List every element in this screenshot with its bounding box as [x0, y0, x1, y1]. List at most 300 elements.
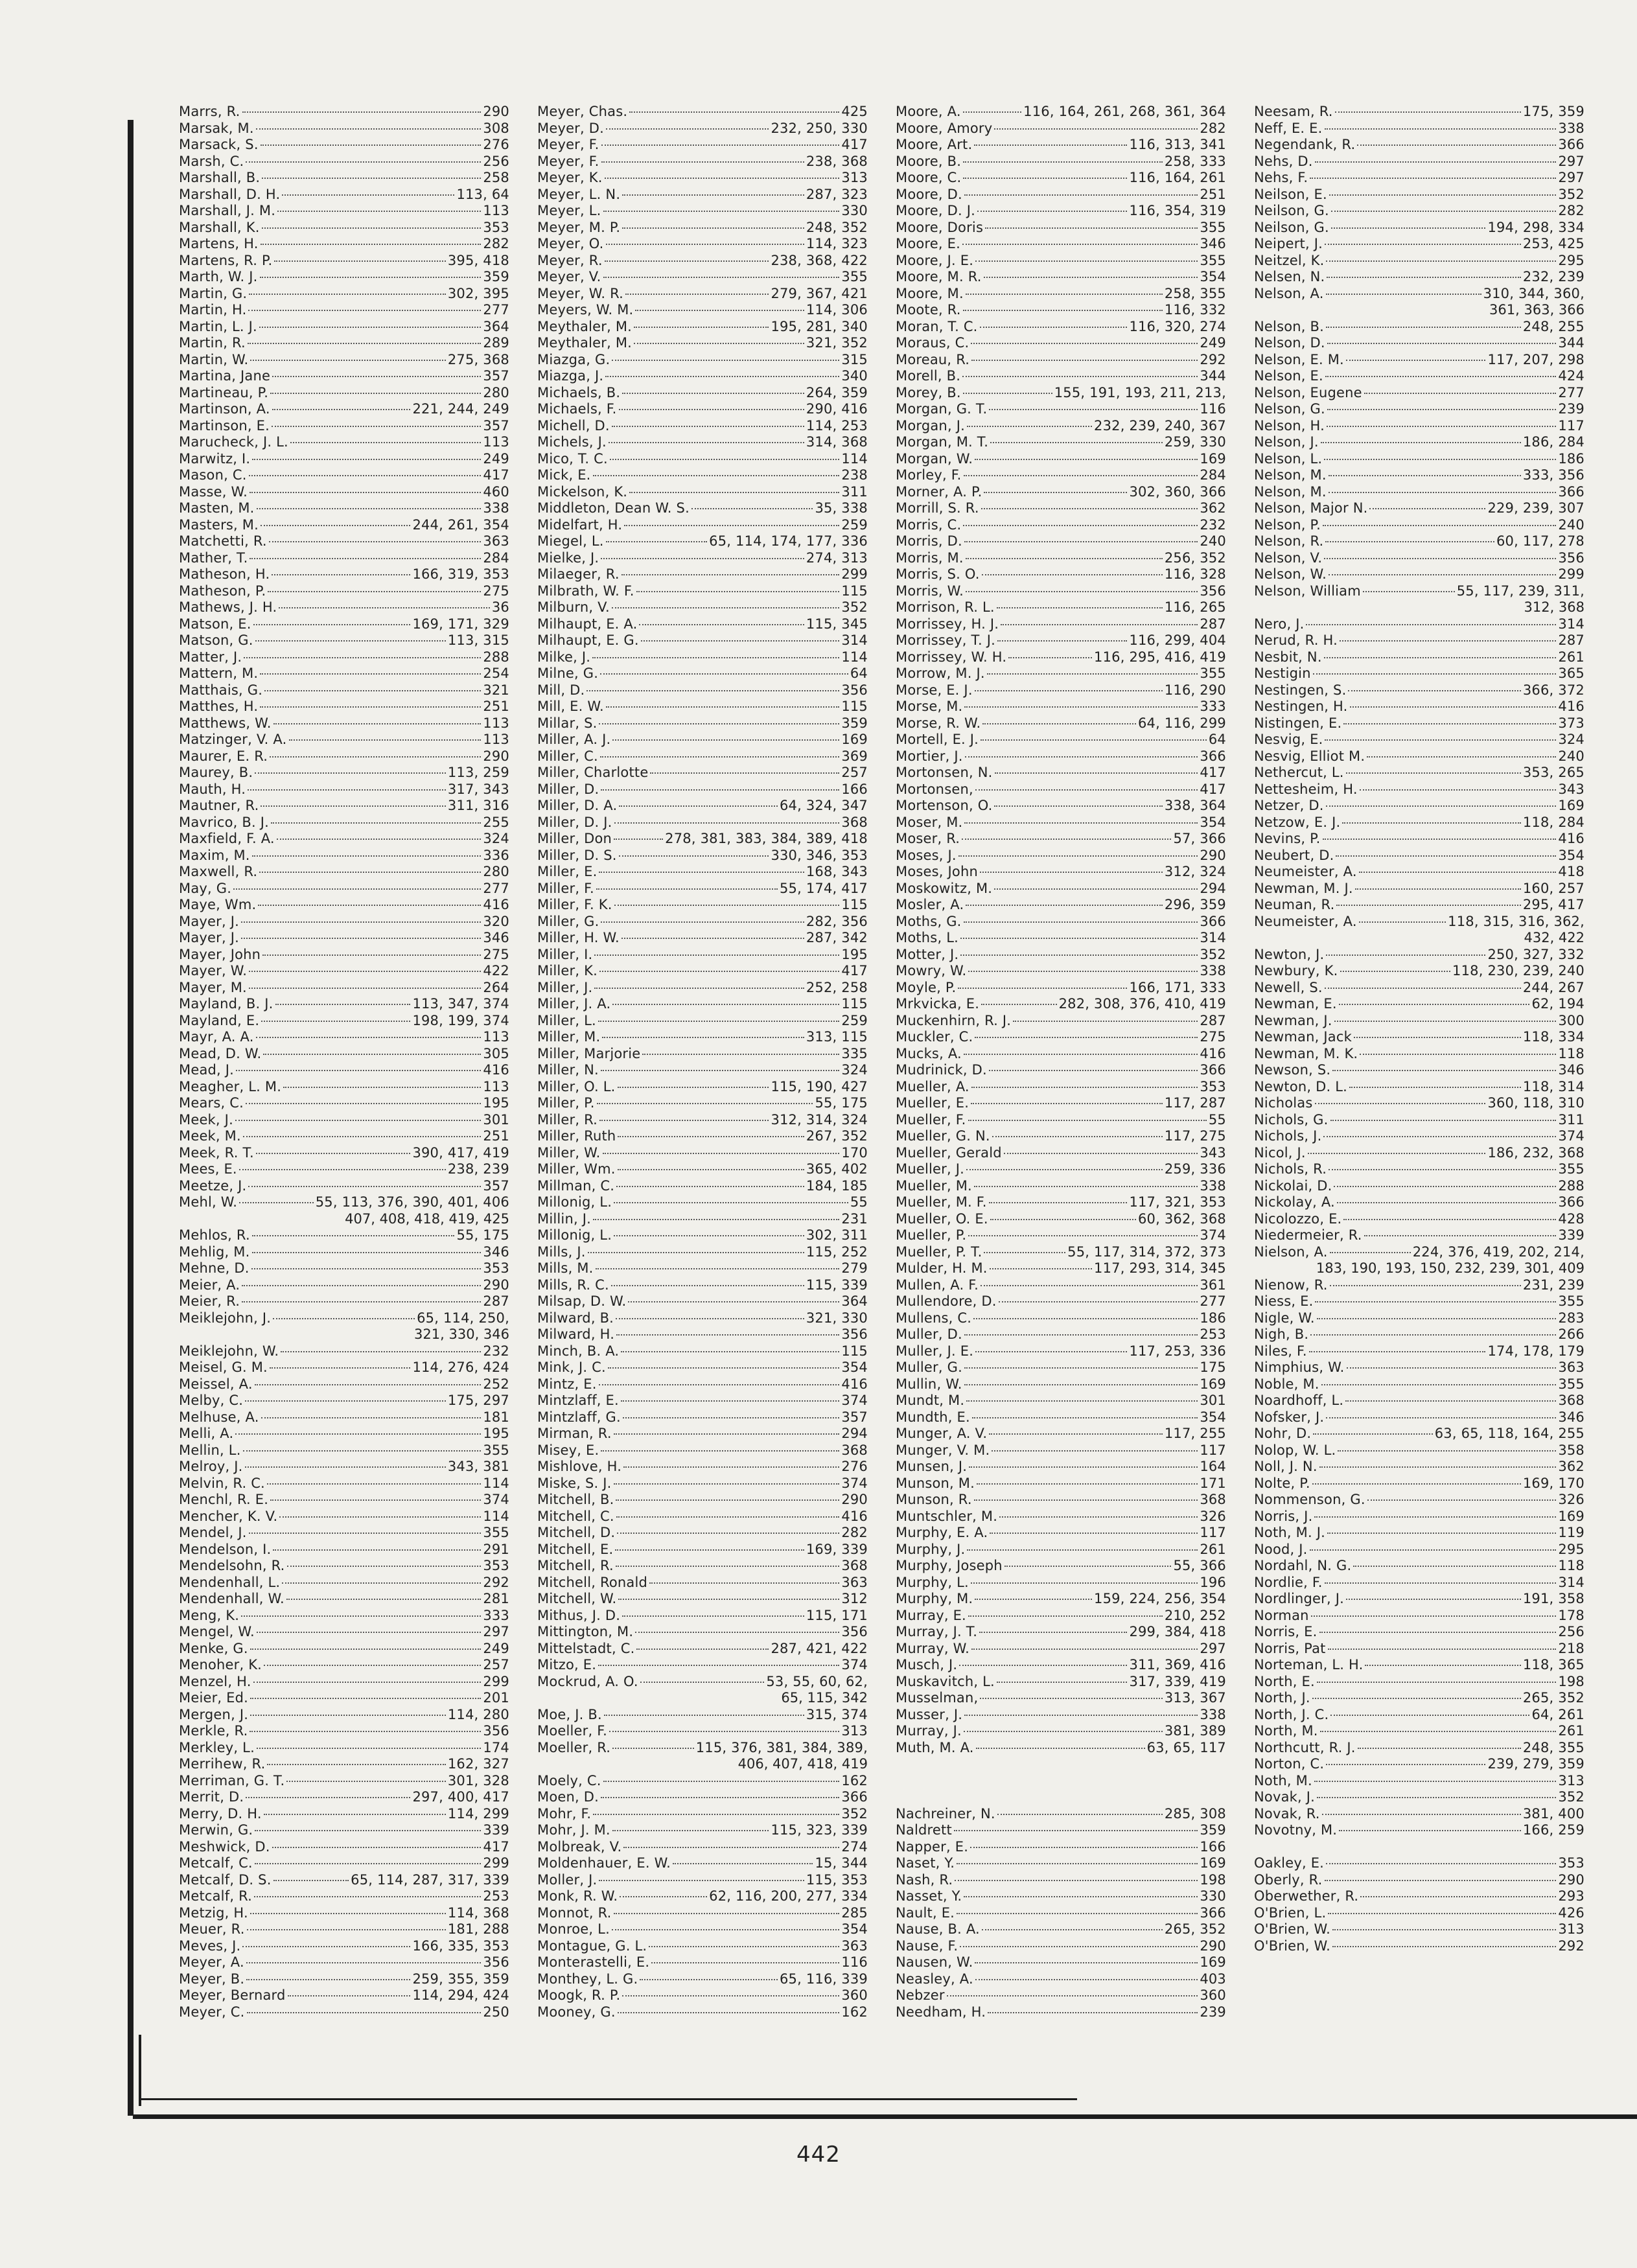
entry-pages: 287, 323: [806, 186, 868, 202]
entry-name: Neff, E. E.: [1254, 120, 1323, 136]
index-entry: [1254, 550, 1585, 567]
entry-pages: 169, 170: [1522, 1475, 1585, 1491]
entry-pages: 113: [483, 1029, 509, 1045]
entry-name: Mayer, J.: [179, 930, 239, 945]
index-entry: [179, 1459, 509, 1475]
dot-leader: [1317, 1682, 1556, 1683]
entry-pages: 114: [841, 450, 868, 467]
dot-leader: [262, 178, 481, 179]
entry-pages: 116, 332: [1164, 302, 1226, 318]
dot-leader: [958, 988, 1127, 989]
entry-pages: 362: [1558, 1459, 1585, 1474]
entry-name: Morse, R. W.: [896, 715, 981, 731]
entry-name: Nimphius, W.: [1254, 1360, 1345, 1375]
entry-name: Muller, D.: [896, 1326, 962, 1342]
dot-leader: [609, 1731, 839, 1732]
dot-leader: [1339, 1004, 1530, 1005]
dot-leader: [1310, 178, 1556, 179]
index-entry: [179, 1806, 509, 1823]
index-entry: [896, 1029, 1226, 1046]
entry-name: Murphy, M.: [896, 1591, 973, 1606]
entry-name: Musselman,: [896, 1690, 979, 1706]
dot-leader: [263, 1054, 481, 1055]
entry-pages: 232, 250, 330: [771, 120, 868, 136]
entry-name: Miller, F.: [537, 880, 594, 896]
dot-leader: [964, 1896, 1198, 1897]
entry-name: Nero, J.: [1254, 616, 1305, 632]
index-entry: [1254, 1095, 1585, 1112]
entry-name: Meisel, G. M.: [179, 1360, 268, 1375]
dot-leader: [611, 1285, 804, 1286]
dot-leader: [1324, 558, 1556, 559]
entry-pages: 162, 327: [447, 1756, 509, 1772]
index-entry: [537, 484, 868, 501]
dot-leader: [976, 1748, 1145, 1749]
entry-name: Morgan, M. T.: [896, 434, 989, 450]
index-entry: [537, 1987, 868, 2004]
entry-name: Meek, R. T.: [179, 1144, 254, 1161]
entry-name: Meyer, W. R.: [537, 285, 623, 301]
dot-leader: [1325, 244, 1521, 245]
entry-name: Nickolay, A.: [1254, 1194, 1335, 1210]
dot-leader: [962, 839, 1171, 840]
entry-pages: 252: [483, 1376, 509, 1392]
index-entry: [1254, 980, 1585, 997]
entry-pages: 344: [1200, 368, 1226, 384]
entry-pages: 275: [483, 946, 509, 962]
index-entry: [537, 1740, 868, 1757]
entry-pages: 368: [1200, 1492, 1226, 1507]
index-entry: [537, 533, 868, 550]
dot-leader: [256, 128, 482, 130]
entry-name: Nienow, R.: [1254, 1277, 1328, 1293]
entry-pages: 64: [1208, 732, 1226, 747]
entry-pages: 259, 330: [1164, 434, 1226, 450]
entry-pages: 64, 324, 347: [780, 798, 868, 813]
entry-pages: 368: [841, 814, 868, 830]
entry-name: Murphy, E. A.: [896, 1525, 988, 1540]
entry-name: Muntschler, M.: [896, 1508, 998, 1524]
index-entry: [179, 665, 509, 682]
entry-pages: 55, 117, 314, 372, 373: [1067, 1244, 1226, 1260]
entry-name: Netzer, D.: [1254, 798, 1324, 813]
entry-name: Merkle, R.: [179, 1723, 248, 1739]
index-entry: [179, 1128, 509, 1145]
entry-pages: 300: [1558, 1012, 1585, 1028]
dot-leader: [616, 1566, 839, 1567]
entry-pages: 55, 117, 239, 311,: [1456, 583, 1585, 599]
entry-name: Mockrud, A. O.: [537, 1673, 638, 1689]
index-entry: [537, 302, 868, 319]
entry-pages: 297: [1558, 170, 1585, 185]
entry-pages: 416: [841, 1376, 868, 1392]
entry-name: Merriman, G. T.: [179, 1772, 285, 1788]
index-entry: [1254, 1624, 1585, 1641]
entry-name: Munsen, J.: [896, 1459, 968, 1474]
index-entry: [1254, 368, 1585, 385]
index-entry: [537, 815, 868, 831]
entry-pages: 239: [1558, 401, 1585, 417]
index-entry: [1254, 1343, 1585, 1360]
entry-pages: 357: [841, 1409, 868, 1425]
index-entry: [537, 1674, 868, 1691]
dot-leader: [246, 1797, 410, 1798]
entry-name: Nigh, B.: [1254, 1326, 1309, 1342]
index-entry: [896, 154, 1226, 170]
index-entry: [537, 1145, 868, 1162]
index-entry: [537, 286, 868, 303]
entry-name: Mendenhall, L.: [179, 1574, 281, 1590]
dot-leader: [966, 1400, 1198, 1402]
entry-pages: 114, 299: [447, 1805, 509, 1822]
entry-pages: 353: [483, 1558, 509, 1573]
index-entry: [179, 1393, 509, 1409]
entry-pages: 248, 255: [1522, 318, 1585, 334]
entry-name: Metcalf, R.: [179, 1888, 252, 1904]
entry-name: Miller, L.: [537, 1012, 596, 1028]
entry-name: Neesam, R.: [1254, 104, 1333, 119]
index-entry: [179, 500, 509, 517]
entry-name: Matzinger, V. A.: [179, 732, 287, 747]
entry-name: Martin, R.: [179, 335, 246, 351]
entry-pages: 168, 343: [806, 864, 868, 879]
entry-name: Merrit, D.: [179, 1789, 244, 1805]
entry-pages: 254: [483, 665, 509, 681]
dot-leader: [1360, 1054, 1556, 1055]
entry-name: Mortier, J.: [896, 748, 963, 764]
dot-leader: [255, 1863, 482, 1864]
index-entry: [896, 599, 1226, 616]
dot-leader: [1329, 1169, 1556, 1170]
entry-name: Neubert, D.: [1254, 847, 1334, 863]
index-entry: [896, 815, 1226, 831]
dot-leader: [242, 111, 482, 113]
entry-pages: 175, 359: [1522, 104, 1585, 119]
index-entry: [537, 203, 868, 220]
index-entry: [179, 1773, 509, 1790]
dot-leader: [1314, 1781, 1556, 1782]
dot-leader: [247, 2012, 482, 2013]
entry-name: Mayland, E.: [179, 1012, 260, 1028]
dot-leader: [612, 360, 839, 361]
entry-pages: 290: [1200, 1938, 1226, 1954]
index-entry: [1254, 467, 1585, 484]
dot-leader: [1331, 211, 1556, 212]
entry-name: Millin, J.: [537, 1210, 591, 1227]
dot-leader: [1340, 640, 1556, 642]
entry-pages: 297: [1200, 1640, 1226, 1656]
dot-leader: [975, 1979, 1198, 1980]
entry-pages: 239: [1200, 2004, 1226, 2020]
entry-pages: 333: [483, 1607, 509, 1623]
index-entry: [896, 319, 1226, 336]
entry-pages: 308: [483, 120, 509, 136]
entry-pages: 277: [483, 880, 509, 896]
dot-leader: [622, 1615, 804, 1617]
entry-name: Marsh, C.: [179, 153, 244, 169]
index-entry: [1254, 1806, 1585, 1823]
left-border-rule: [128, 120, 134, 2116]
entry-pages: 416: [1558, 699, 1585, 714]
index-entry: [537, 1624, 868, 1641]
index-entry: [896, 121, 1226, 137]
entry-name: Nash, R.: [896, 1871, 953, 1888]
entry-name: Moore, D.: [896, 186, 962, 202]
entry-pages: 116, 164, 261, 268, 361, 364: [1023, 104, 1226, 119]
entry-pages: 186: [1558, 450, 1585, 467]
index-entry: [896, 1079, 1226, 1096]
entry-pages: 55, 113, 376, 390, 401, 406: [315, 1194, 509, 1210]
dot-leader: [621, 574, 840, 575]
entry-pages: 289: [483, 335, 509, 351]
entry-pages: 312, 314, 324: [771, 1111, 868, 1128]
entry-pages: 116, 320, 274: [1129, 318, 1226, 334]
dot-leader: [1348, 690, 1520, 691]
entry-name: Meyer, L. N.: [537, 186, 621, 202]
dot-leader: [257, 1748, 481, 1749]
entry-pages: 301, 328: [447, 1772, 509, 1788]
dot-leader: [1323, 525, 1556, 526]
dot-leader: [593, 1219, 839, 1220]
index-entry: [179, 2004, 509, 2021]
dot-leader: [971, 360, 1198, 361]
entry-pages: 118, 365: [1522, 1657, 1585, 1672]
entry-name: Martinson, E.: [179, 417, 270, 434]
entry-name: Miller, N.: [537, 1062, 599, 1078]
entry-name: Northcutt, R. J.: [1254, 1739, 1356, 1755]
index-entry: [537, 170, 868, 187]
index-entry: [537, 798, 868, 815]
index-entry: [896, 269, 1226, 286]
index-entry: [896, 765, 1226, 781]
index-entry: [896, 1806, 1226, 1823]
dot-leader: [958, 855, 1198, 857]
dot-leader: [999, 1516, 1198, 1518]
entry-name: Moore, E.: [896, 236, 961, 251]
entry-pages: 62, 194: [1531, 996, 1585, 1012]
entry-pages: 353, 265: [1522, 765, 1585, 780]
entry-pages: 240: [1558, 748, 1585, 764]
entry-pages: 253: [1200, 1326, 1226, 1342]
index-entry: [896, 500, 1226, 517]
entry-pages: 55, 366: [1173, 1558, 1226, 1573]
entry-name: Meythaler, M.: [537, 318, 633, 334]
index-entry: [537, 1393, 868, 1409]
entry-name: Mueller, J.: [896, 1161, 964, 1177]
dot-leader: [1321, 442, 1521, 443]
entry-name: Mick, E.: [537, 467, 591, 483]
index-entry: [896, 1360, 1226, 1376]
entry-name: Mathews, J. H.: [179, 599, 277, 615]
index-entry: [179, 368, 509, 385]
entry-name: Murphy, L.: [896, 1574, 969, 1590]
index-entry: [179, 815, 509, 831]
dot-leader: [1363, 591, 1455, 592]
entry-pages: 368: [841, 1558, 868, 1573]
index-entry: [179, 1723, 509, 1740]
dot-leader: [975, 690, 1163, 691]
entry-name: Mickelson, K.: [537, 483, 628, 500]
entry-pages: 232: [1200, 516, 1226, 533]
entry-name: Mellin, L.: [179, 1442, 241, 1458]
dot-leader: [268, 591, 481, 592]
index-entry: [179, 1641, 509, 1658]
entry-name: Nethercut, L.: [1254, 765, 1344, 780]
entry-pages: 169, 339: [806, 1541, 868, 1557]
index-entry: [179, 1938, 509, 1955]
dot-leader: [999, 1301, 1198, 1302]
index-entry: [1254, 914, 1585, 931]
entry-pages: 315: [841, 351, 868, 367]
index-entry: [179, 154, 509, 170]
index-entry: [179, 963, 509, 980]
dot-leader: [963, 111, 1021, 113]
dot-leader: [1310, 1334, 1556, 1336]
entry-pages: 368: [1558, 1393, 1585, 1408]
dot-leader: [274, 260, 445, 262]
index-entry: [896, 1707, 1226, 1724]
entry-name: Martinson, A.: [179, 401, 270, 417]
entry-name: Meyer, F.: [537, 137, 599, 152]
entry-pages: 336: [483, 847, 509, 863]
dot-leader: [270, 1499, 481, 1501]
index-entry: [1254, 500, 1585, 517]
index-entry: [537, 980, 868, 997]
entry-name: Mullens, C.: [896, 1310, 972, 1326]
index-entry: [179, 632, 509, 649]
dot-leader: [963, 178, 1127, 179]
index-entry: [896, 1591, 1226, 1608]
dot-leader: [977, 211, 1127, 212]
entry-name: Mills, M.: [537, 1260, 594, 1276]
index-entry: [179, 996, 509, 1013]
entry-name: Muller, J. E.: [896, 1343, 974, 1359]
index-entry: [896, 947, 1226, 964]
entry-pages: 259: [841, 516, 868, 533]
entry-pages: 290: [1558, 1871, 1585, 1888]
index-entry: [896, 1608, 1226, 1625]
entry-name: Nordahl, N. G.: [1254, 1558, 1352, 1573]
dot-leader: [243, 1136, 481, 1137]
entry-pages: 114: [483, 1508, 509, 1524]
entry-pages: 374: [841, 1475, 868, 1491]
dot-leader: [1325, 1880, 1557, 1881]
entry-pages: 282, 308, 376, 410, 419: [1058, 996, 1226, 1012]
entry-pages: 275: [483, 583, 509, 599]
index-entry: [179, 1475, 509, 1492]
index-entry: [179, 550, 509, 567]
entry-pages: 363: [483, 533, 509, 549]
entry-name: Mortell, E. J.: [896, 732, 979, 747]
index-entry: [179, 1360, 509, 1376]
entry-pages: 313: [841, 1723, 868, 1739]
entry-pages: 287: [1200, 616, 1226, 632]
entry-pages: 343, 381: [447, 1459, 509, 1474]
entry-pages: 261: [1558, 649, 1585, 665]
index-entry: [179, 897, 509, 914]
entry-name: Marshall, D. H.: [179, 186, 281, 202]
entry-name: Oberly, R.: [1254, 1871, 1323, 1888]
entry-pages: 346: [483, 1244, 509, 1260]
entry-name: Nestingen, S.: [1254, 682, 1347, 698]
dot-leader: [1330, 1120, 1557, 1121]
entry-pages: 60, 117, 278: [1496, 533, 1585, 549]
entry-pages: 64: [850, 665, 868, 681]
index-entry: [1254, 1376, 1585, 1393]
entry-pages: 301: [1200, 1393, 1226, 1408]
entry-name: Moore, B.: [896, 153, 962, 169]
dot-leader: [622, 194, 804, 196]
index-entry: [537, 864, 868, 881]
entry-pages: 118, 230, 239, 240: [1452, 963, 1585, 978]
entry-pages: 346: [1200, 236, 1226, 251]
entry-pages: 357: [483, 417, 509, 434]
index-entry: [1254, 566, 1585, 583]
entry-name: Norris, J.: [1254, 1508, 1313, 1524]
index-entry: [179, 881, 509, 897]
entry-pages: 64, 116, 299: [1138, 715, 1226, 731]
entry-name: Murray, W.: [896, 1640, 970, 1656]
dot-leader: [252, 855, 482, 857]
entry-pages: 169: [1200, 1376, 1226, 1392]
entry-name: Marshall, J. M.: [179, 203, 276, 218]
index-entry: [537, 1591, 868, 1608]
entry-pages: 232, 239: [1522, 269, 1585, 284]
dot-leader: [255, 640, 446, 642]
entry-name: Morris, C.: [896, 516, 962, 533]
index-entry: [537, 335, 868, 352]
entry-pages: 113: [483, 1078, 509, 1094]
index-entry: [537, 682, 868, 699]
entry-pages: 195: [483, 1426, 509, 1441]
index-entry: [179, 1542, 509, 1558]
entry-name: Nelson, M.: [1254, 483, 1327, 500]
dot-leader: [250, 558, 481, 559]
entry-name: Miller, G.: [537, 913, 599, 929]
dot-leader: [272, 376, 481, 377]
entry-name: Miller, D. J.: [537, 814, 612, 830]
dot-leader: [1325, 541, 1494, 542]
entry-name: Niedermeier, R.: [1254, 1227, 1362, 1243]
index-entry: [1254, 451, 1585, 468]
index-entry: [896, 1839, 1226, 1856]
dot-leader: [997, 1814, 1163, 1815]
index-entry: [537, 1492, 868, 1509]
entry-pages: 277: [1200, 1293, 1226, 1309]
entry-name: Neilson, G.: [1254, 219, 1329, 235]
index-entry: [1254, 1575, 1585, 1591]
dot-leader: [1339, 1830, 1521, 1831]
dot-leader: [968, 971, 1198, 972]
entry-pages: 366: [1200, 913, 1226, 929]
dot-leader: [964, 1334, 1198, 1336]
index-entry: [1254, 203, 1585, 220]
dot-leader: [290, 442, 481, 443]
index-entry: [1254, 1773, 1585, 1790]
dot-leader: [1343, 723, 1556, 724]
dot-leader: [242, 1301, 481, 1302]
index-entry: [537, 500, 868, 517]
entry-name: Muller, G.: [896, 1360, 962, 1375]
dot-leader: [616, 1186, 804, 1187]
dot-leader: [1346, 772, 1521, 774]
entry-pages: 118, 334: [1522, 1029, 1585, 1045]
index-entry: [179, 1178, 509, 1195]
index-entry: [896, 1971, 1226, 1988]
entry-name: Mees, E.: [179, 1161, 237, 1177]
entry-pages: 291: [483, 1541, 509, 1557]
dot-leader: [1347, 1367, 1557, 1369]
